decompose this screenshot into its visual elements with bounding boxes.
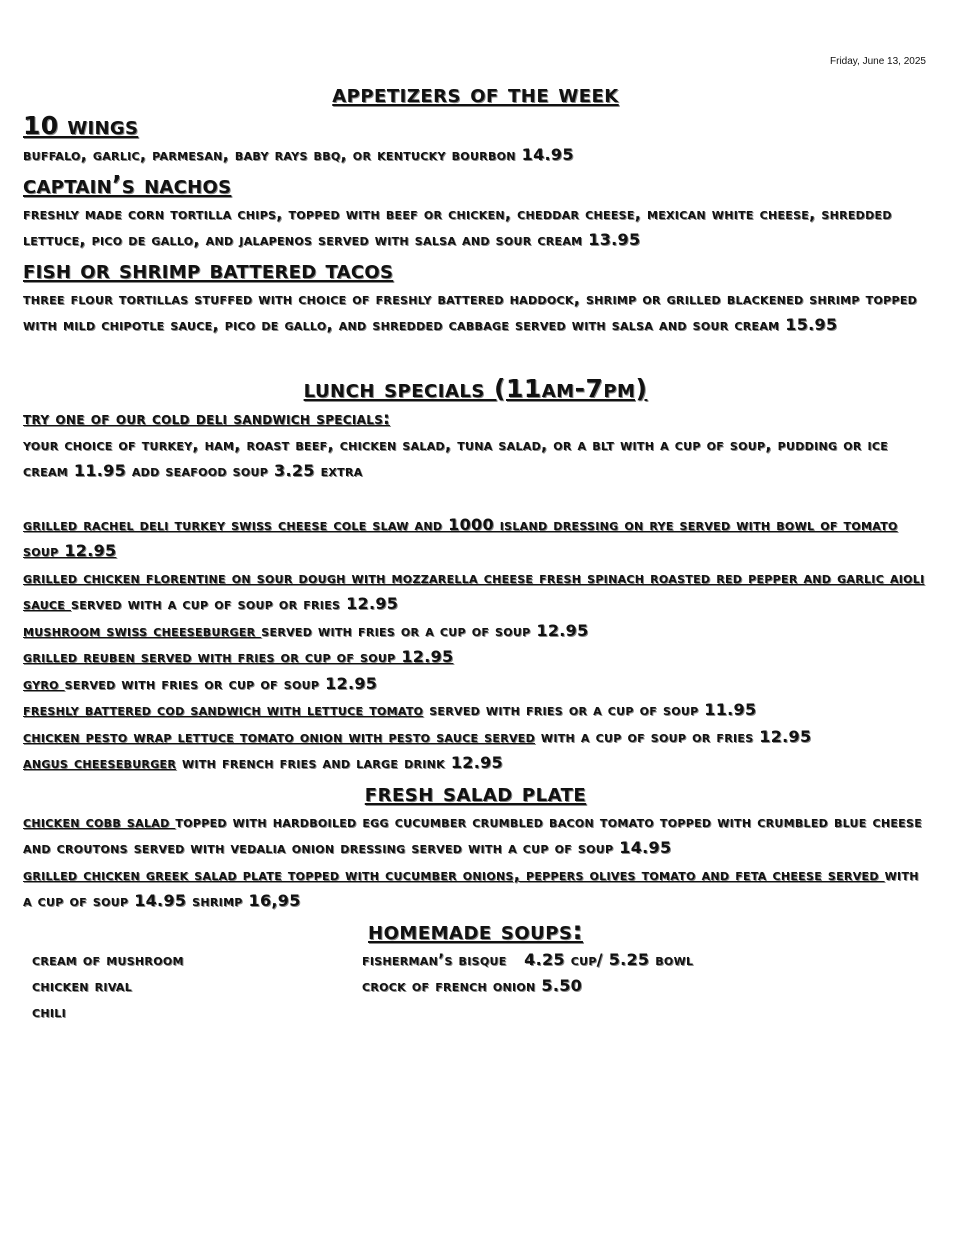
appetizer-desc: three flour tortillas stuffed with choice of freshly battered haddock, shrimp or grilled blackened shrimp topped with mild chipotle sauce, pico de gallo, and shredded cabbage served with salsa and sour cream 15.95: [23, 288, 918, 334]
lunch-item: [23, 512, 928, 565]
section-spacer: [23, 339, 928, 373]
soup-item: crock of french onion 5.50: [362, 975, 583, 995]
soups-list: [32, 947, 928, 1025]
soup-item: cream of mushroom: [32, 949, 184, 969]
appetizer-item: [23, 254, 928, 339]
salad-item-name: chicken cobb salad: [23, 811, 176, 831]
salad-title: fresh salad plate: [364, 777, 587, 807]
appetizer-item: [23, 110, 928, 169]
menu-content: [23, 78, 928, 1025]
soups-right-column: [362, 947, 928, 1025]
menu-date: Friday, June 13, 2025: [830, 56, 926, 67]
section-spacer: [23, 485, 928, 512]
appetizer-desc: freshly made corn tortilla chips, topped with beef or chicken, cheddar cheese, mexican white cheese, shredded lettuce, pico de gallo, and jalapenos served with salsa and sour cream 13.95: [23, 203, 892, 249]
salad-item: [23, 862, 928, 915]
deli-heading: try one of our cold deli sandwich specials:: [23, 408, 391, 428]
lunch-title: lunch specials (11am-7pm): [303, 373, 648, 403]
lunch-item-detail: served with fries or a cup of soup 12.95: [261, 620, 589, 640]
appetizer-desc: buffalo, garlic, parmesan, baby rays bbq, or kentucky bourbon 14.95: [23, 145, 574, 164]
lunch-item-detail: served with fries or a cup of soup 11.95: [423, 700, 757, 719]
appetizers-title: appetizers of the week: [332, 79, 619, 108]
lunch-item: [23, 697, 928, 724]
lunch-item-name: chicken pesto wrap lettuce tomato onion with pesto sauce served: [23, 726, 536, 746]
lunch-item-name: angus cheeseburger: [23, 753, 177, 772]
soup-item: fisherman’s bisque 4.25 cup/ 5.25 bowl: [362, 949, 694, 969]
lunch-item: [23, 750, 928, 777]
salad-item-name: grilled chicken greek salad plate topped with cucumber onions, peppers olives tomato and feta cheese served: [23, 864, 885, 884]
soup-item: chicken rival: [32, 975, 133, 995]
lunch-item-detail: served with a cup of soup or fries 12.95: [71, 594, 399, 613]
lunch-item: [23, 644, 928, 671]
lunch-item: [23, 618, 928, 645]
appetizer-name: captain’s nachos: [23, 169, 232, 199]
lunch-item: [23, 565, 928, 618]
soups-title: homemade soups:: [368, 915, 583, 945]
appetizer-item: [23, 169, 928, 254]
lunch-item-name: mushroom swiss cheeseburger: [23, 620, 262, 640]
lunch-item-name: grilled reuben served with fries or cup of soup 12.95: [23, 647, 454, 666]
lunch-item-name: gyro: [23, 673, 65, 693]
lunch-item: [23, 671, 928, 698]
salad-item-detail: topped with hardboiled egg cucumber crumbled bacon tomato topped with crumbled blue cheese and croutons served with vedalia onion dressing served with a cup of soup 14.95: [23, 811, 923, 857]
lunch-item-detail: with french fries and large drink 12.95: [176, 753, 503, 772]
soup-item: chili: [32, 1001, 66, 1021]
appetizer-name: fish or shrimp battered tacos: [23, 254, 394, 284]
salad-item: [23, 809, 928, 862]
lunch-item-detail: with a cup of soup or fries 12.95: [535, 726, 812, 746]
lunch-item-name: freshly battered cod sandwich with lettuce tomato: [23, 700, 424, 719]
deli-desc: your choice of turkey, ham, roast beef, chicken salad, tuna salad, or a blt with a cup of soup, pudding or ice cream 11.95 add seafood soup 3.25 extra: [23, 434, 889, 480]
lunch-item: [23, 724, 928, 751]
appetizer-name: 10 wings: [23, 111, 139, 140]
salad-item-detail: with a cup of soup 14.95 shrimp 16,95: [23, 864, 919, 910]
lunch-item-detail: served with fries or cup of soup 12.95: [64, 673, 378, 693]
soups-left-column: [32, 947, 362, 1025]
lunch-item-name: grilled rachel deli turkey swiss cheese cole slaw and 1000 island dressing on rye served with bowl of tomato soup 12.95: [23, 514, 898, 560]
lunch-item-name: grilled chicken florentine on sour dough with mozzarella cheese fresh spinach roasted red pepper and garlic aioli sauce: [23, 567, 925, 613]
